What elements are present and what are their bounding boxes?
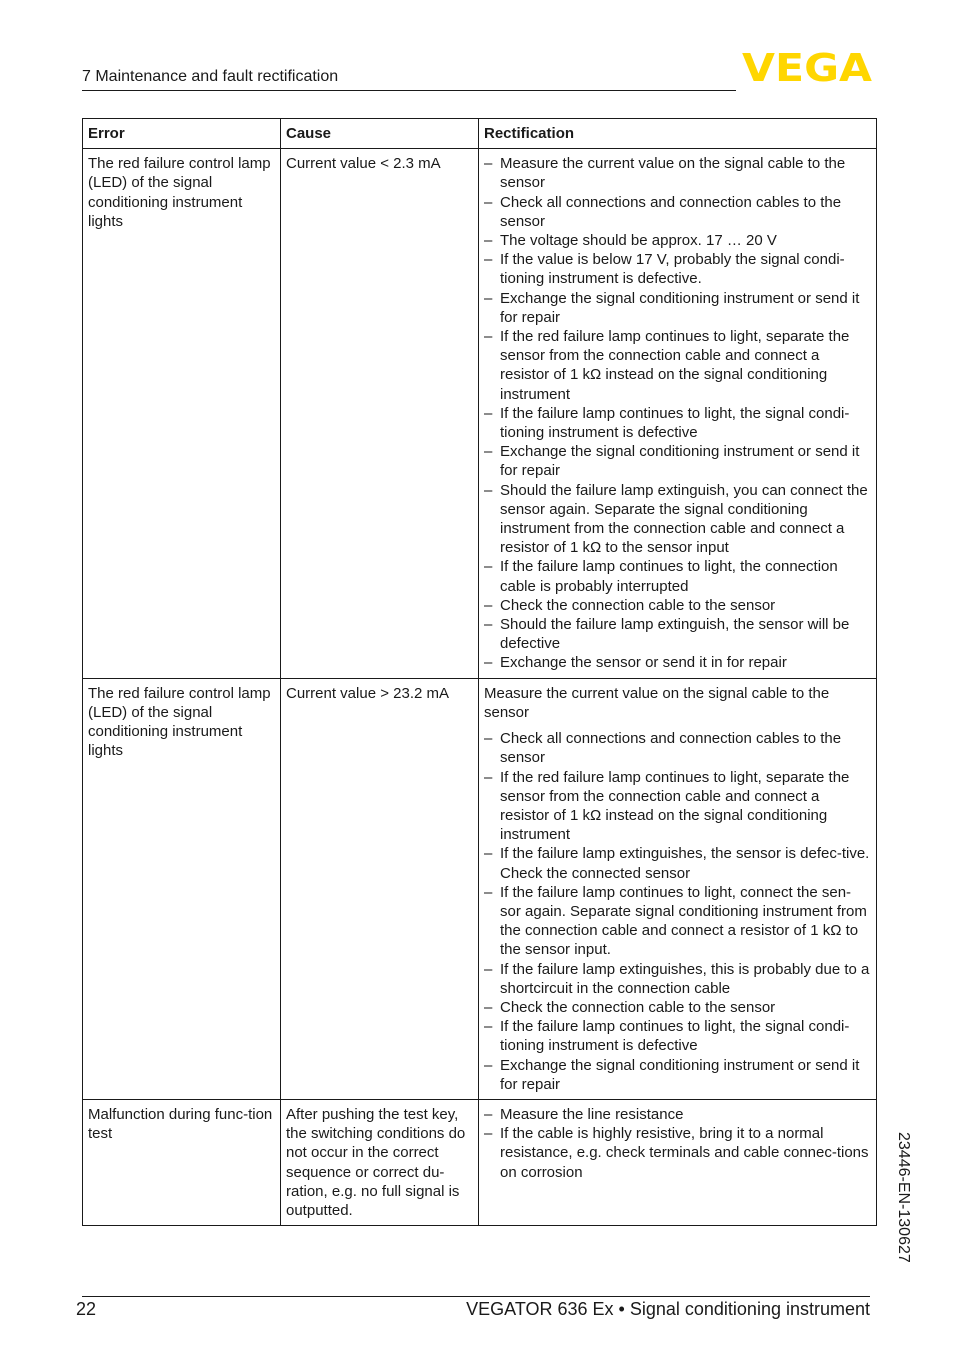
rectification-step: – If the failure lamp extinguishes, this is probably due to a shortcircuit in the connection cable (484, 960, 871, 998)
table-header-row (83, 119, 877, 149)
rectification-step: – If the failure lamp continues to light, the signal condi-tioning instrument is defective (484, 404, 871, 442)
rectification-step: – If the failure lamp continues to light, the signal condi-tioning instrument is defective (484, 1017, 871, 1055)
rectification-step: – Check all connections and connection cables to the sensor (484, 193, 871, 231)
error-cell: Malfunction during func-tion test (83, 1099, 281, 1225)
fault-table (82, 118, 877, 1226)
running-header: 7 Maintenance and fault rectification (82, 68, 339, 85)
vega-logo-text: VEGA (742, 50, 873, 84)
column-header-rectification: Rectification (479, 119, 877, 149)
rectification-cell (479, 678, 877, 1099)
rectification-list (484, 154, 871, 672)
rectification-step: – If the red failure lamp continues to light, separate the sensor from the connection cable and connect a resistor of 1 kΩ instead on the signal conditioning instrument (484, 768, 871, 845)
rectification-step: – Measure the current value on the signal cable to the sensor (484, 154, 871, 192)
header-rule (82, 90, 736, 91)
rectification-step: – Exchange the signal conditioning instrument or send it for repair (484, 289, 871, 327)
cause-cell: Current value > 23.2 mA (281, 678, 479, 1099)
rectification-step: – Check the connection cable to the sensor (484, 596, 871, 615)
cause-cell: After pushing the test key, the switching conditions do not occur in the correct sequence or correct du-ration, e.g. no full signal is outputted. (281, 1099, 479, 1225)
rectification-list (484, 1105, 871, 1182)
page-number: 22 (76, 1299, 97, 1319)
footer-rule (82, 1296, 870, 1297)
table-row (83, 1099, 877, 1225)
error-cell: The red failure control lamp (LED) of the signal conditioning instrument lights (83, 149, 281, 678)
rectification-step: – If the cable is highly resistive, bring it to a normal resistance, e.g. check terminals and cable connec-tions on corrosion (484, 1124, 871, 1182)
vega-logo (741, 50, 873, 84)
footer-title: VEGATOR 636 Ex • Signal conditioning instrument (466, 1299, 870, 1319)
rectification-cell (479, 149, 877, 678)
rectification-list (484, 729, 871, 1094)
table-body (83, 149, 877, 1226)
rectification-step: – If the failure lamp continues to light, the connection cable is probably interrupted (484, 557, 871, 595)
table-row (83, 149, 877, 678)
rectification-step: – Check all connections and connection cables to the sensor (484, 729, 871, 767)
rectification-step: – If the failure lamp continues to light, connect the sen-sor again. Separate signal conditioning instrument from the connection cable and connect a resistor of 1 kΩ to the sensor input. (484, 883, 871, 960)
rectification-step: – Exchange the sensor or send it in for repair (484, 653, 871, 672)
rectification-step: – If the red failure lamp continues to light, separate the sensor from the connection cable and connect a resistor of 1 kΩ instead on the signal conditioning instrument (484, 327, 871, 404)
rectification-step: – Exchange the signal conditioning instrument or send it for repair (484, 1056, 871, 1094)
rectification-step: – If the value is below 17 V, probably the signal condi-tioning instrument is defective. (484, 250, 871, 288)
rectification-step: – Should the failure lamp extinguish, you can connect the sensor again. Separate the signal conditioning instrument from the connection cable and connect a resistor of 1 kΩ to the sensor input (484, 481, 871, 558)
column-header-error: Error (83, 119, 281, 149)
document-code: 23446-EN-130627 (895, 1132, 912, 1263)
table-row (83, 678, 877, 1099)
rectification-step: – Measure the line resistance (484, 1105, 871, 1124)
rectification-lead: Measure the current value on the signal cable to the sensor (484, 684, 830, 721)
rectification-step: – The voltage should be approx. 17 … 20 V (484, 231, 871, 250)
rectification-step: – Should the failure lamp extinguish, the sensor will be defective (484, 615, 871, 653)
rectification-cell (479, 1099, 877, 1225)
rectification-step: – If the failure lamp extinguishes, the sensor is defec-tive. Check the connected sensor (484, 844, 871, 882)
rectification-step: – Check the connection cable to the sensor (484, 998, 871, 1017)
column-header-cause: Cause (281, 119, 479, 149)
error-cell: The red failure control lamp (LED) of the signal conditioning instrument lights (83, 678, 281, 1099)
rectification-step: – Exchange the signal conditioning instrument or send it for repair (484, 442, 871, 480)
cause-cell: Current value < 2.3 mA (281, 149, 479, 678)
